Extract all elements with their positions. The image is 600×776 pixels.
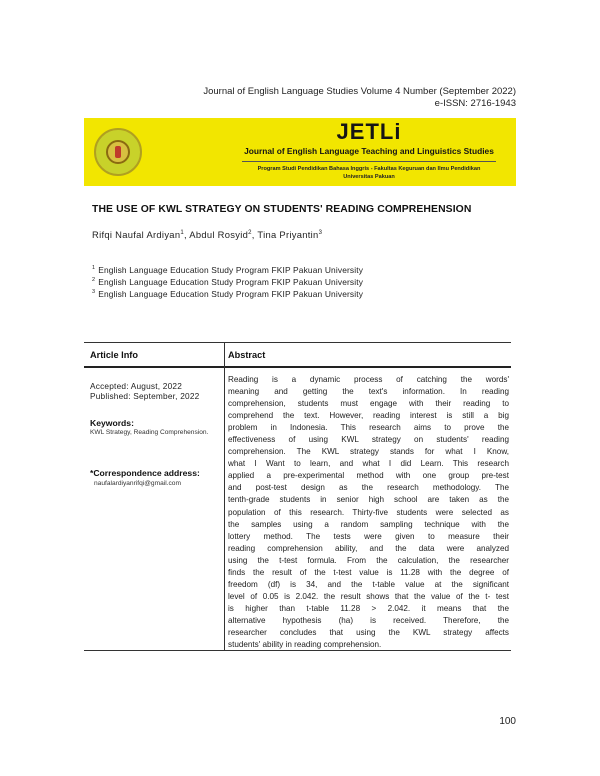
column-divider [224, 343, 225, 650]
abstract-line: comprehend the text. However, reading interest is still a big [228, 411, 509, 421]
abstract-line: Reading is a dynamic process of catching the words' [228, 375, 509, 384]
author-name: Abdul Rosyid [189, 229, 249, 240]
abstract-heading: Abstract [228, 350, 266, 360]
affiliation [92, 265, 363, 275]
journal-banner [84, 118, 516, 186]
banner-program: Program Studi Pendidikan Bahasa Inggris - Fakultas Keguruan dan Ilmu Pendidikan [257, 166, 481, 172]
accepted-date: Accepted: August, 2022 [90, 381, 183, 391]
banner-brand [234, 120, 504, 181]
abstract-line: freedom (df) is 34, and the t-table value at the significant [228, 579, 509, 589]
affiliation-mark: 3 [92, 289, 96, 296]
abstract-line: what I Want to learn, and what I did Learn. This research [228, 459, 509, 469]
abstract-line: comprehension. The KWL strategy stands for what I Know, [228, 447, 509, 457]
abstract-text [228, 374, 509, 651]
correspondence-email[interactable]: naufalardiyanrifqi@gmail.com [94, 480, 181, 487]
article-info-heading: Article Info [90, 350, 138, 360]
affiliation-text: English Language Education Study Program FKIP Pakuan University [98, 289, 364, 299]
banner-subtitle: Journal of English Language Teaching and Linguistics Studies [244, 146, 494, 156]
abstract-line: tenth-grade students in senior high school are taken as the [228, 495, 509, 505]
published-date: Published: September, 2022 [90, 391, 200, 401]
correspondence-label: *Correspondence address: [90, 468, 200, 478]
author-mark: 1 [180, 229, 184, 236]
abstract-line: problem in Indonesia. This research aims to prove the [228, 423, 509, 433]
abstract-line: finds the result of the t-test value is 11.28 with the degree of [228, 567, 509, 577]
author-mark: 2 [248, 229, 252, 236]
page-number: 100 [499, 716, 516, 727]
affiliation-text: English Language Education Study Program FKIP Pakuan University [98, 265, 364, 275]
keywords-label: Keywords: [90, 418, 134, 428]
issn-line: e-ISSN: 2716-1943 [434, 98, 516, 109]
seal-emblem-icon [106, 140, 130, 164]
table-header-rule [84, 366, 511, 368]
abstract-line: alternative hypothesis (ha) is received. Therefore, the [228, 615, 509, 625]
abstract-line: students' ability in reading comprehension. [228, 640, 382, 650]
author-separator: , [251, 229, 258, 240]
abstract-line: and post-test design as the research methodology. The [228, 483, 509, 493]
banner-university: Universitas Pakuan [343, 174, 395, 180]
affiliation-mark: 1 [92, 265, 96, 272]
abstract-line: population of this research. Thirty-five students were selected as [228, 507, 509, 517]
author-name: Rifqi Naufal Ardiyan [92, 229, 181, 240]
affiliation-mark: 2 [92, 277, 96, 284]
abstract-line: applied a pre-experimental method with one group pre-test [228, 471, 509, 481]
author-name: Tina Priyantin [257, 229, 319, 240]
author-separator: , [183, 229, 190, 240]
affiliation-text: English Language Education Study Program FKIP Pakuan University [98, 277, 364, 287]
affiliation [92, 289, 363, 299]
abstract-line: using the t-test formula. From the calculation, the researcher [228, 555, 509, 565]
journal-header-line: Journal of English Language Studies Volume 4 Number (September 2022) [203, 86, 516, 97]
banner-divider [242, 161, 496, 162]
affiliation [92, 277, 363, 287]
abstract-line: level of 0.05 is 2.042. the result shows that the value of the t- test [228, 591, 509, 601]
keywords-text: KWL Strategy, Reading Comprehension. [90, 429, 209, 436]
abstract-line: lottery method. The tests were given to measure their [228, 531, 509, 541]
abstract-line: researcher concludes that using the KWL strategy affects [228, 627, 509, 637]
article-title: THE USE OF KWL STRATEGY ON STUDENTS' READING COMPREHENSION [92, 204, 472, 215]
author-list [92, 229, 322, 240]
table-top-rule [84, 342, 511, 343]
abstract-line: is higher than t-table 11.28 > 2.042. it means that the [228, 603, 509, 613]
abstract-line: effectiveness of using KWL strategy on students' reading [228, 435, 509, 445]
author-mark: 3 [318, 229, 323, 236]
university-seal-logo [94, 128, 142, 176]
abstract-line: comprehension, students must engage with their reading to [228, 399, 509, 409]
abstract-line: the samples using a random sampling technique with the [228, 519, 509, 529]
banner-title: JETLi [336, 119, 402, 144]
abstract-line: meaning and getting the text's information. In reading [228, 387, 509, 397]
abstract-line: reading comprehension ability, and the data were analyzed [228, 543, 509, 553]
